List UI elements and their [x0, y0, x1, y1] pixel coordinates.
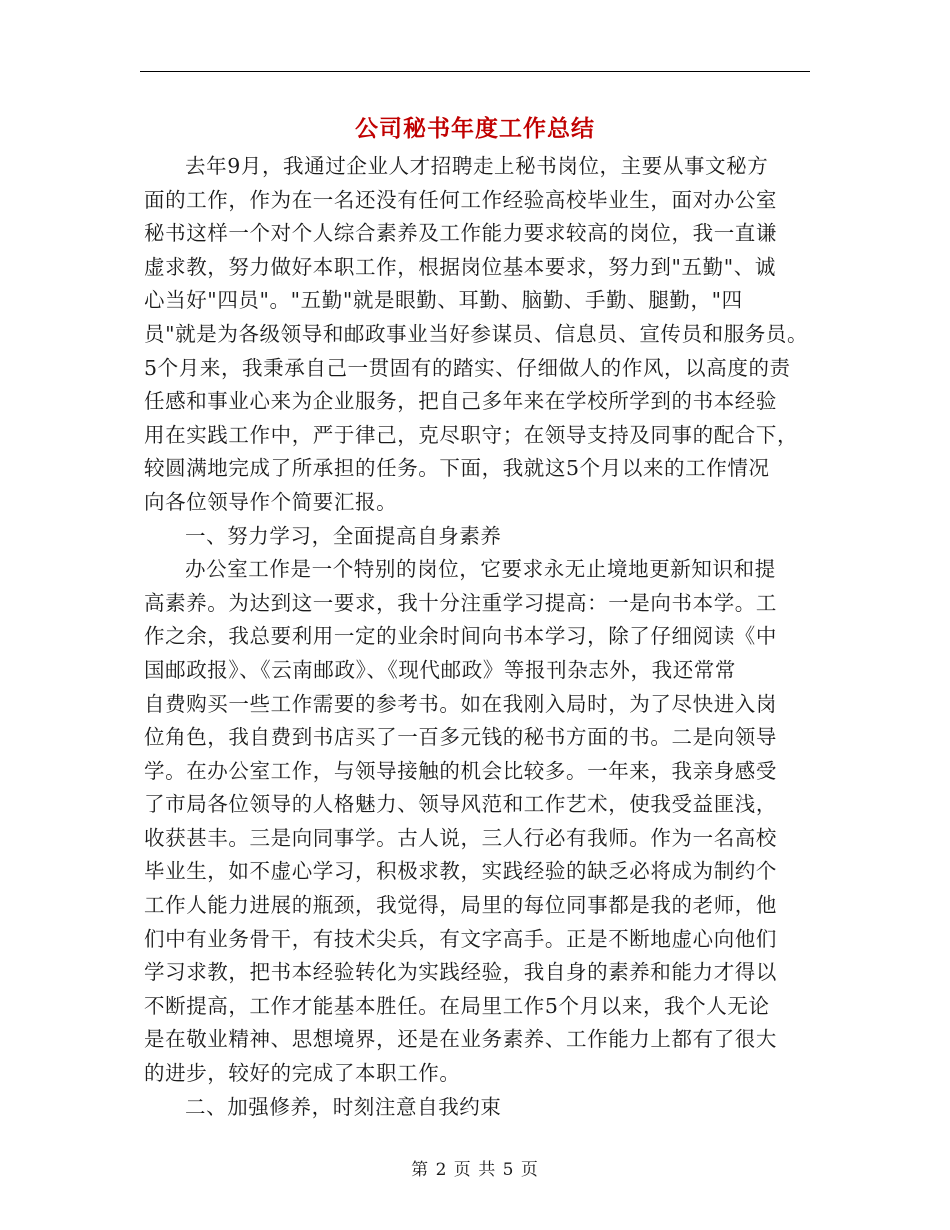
text-line: 学习求教，把书本经验转化为实践经验，我自身的素养和能力才得以	[144, 960, 777, 985]
text-line: 是在敬业精神、思想境界，还是在业务素养、工作能力上都有了很大	[144, 1027, 777, 1052]
text-line: 心当好"四员"。"五勤"就是眼勤、耳勤、脑勤、手勤、腿勤，"四	[144, 288, 743, 313]
text-line: 员"就是为各级领导和邮政事业当好参谋员、信息员、宣传员和服务员。	[144, 321, 809, 346]
text-line: 位角色，我自费到书店买了一百多元钱的秘书方面的书。二是向领导	[144, 725, 777, 750]
text-line: 二、加强修养，时刻注意自我约束	[185, 1094, 502, 1119]
text-line: 国邮政报》、《云南邮政》、《现代邮政》等报刊杂志外，我还常常	[144, 657, 736, 682]
text-line: 任感和事业心来为企业服务，把自己多年来在学校所学到的书本经验	[144, 389, 777, 414]
document-title: 公司秘书年度工作总结	[355, 115, 595, 142]
text-line: 5个月来，我秉承自己一贯固有的踏实、仔细做人的作风，以高度的责	[144, 355, 791, 380]
text-line: 们中有业务骨干，有技术尖兵，有文字高手。正是不断地虚心向他们	[144, 926, 777, 951]
text-line: 面的工作，作为在一名还没有任何工作经验高校毕业生，面对办公室	[144, 187, 777, 212]
text-line: 虚求教，努力做好本职工作，根据岗位基本要求，努力到"五勤"、诚	[144, 254, 776, 279]
text-line: 去年9月，我通过企业人才招聘走上秘书岗位，主要从事文秘方	[185, 154, 769, 178]
text-line: 的进步，较好的完成了本职工作。	[144, 1061, 461, 1086]
text-line: 秘书这样一个对个人综合素养及工作能力要求较高的岗位，我一直谦	[144, 221, 777, 246]
page-footer: 第 2 页 共 5 页	[411, 1160, 539, 1180]
header-rule	[140, 71, 810, 72]
text-line: 学。在办公室工作，与领导接触的机会比较多。一年来，我亲身感受	[144, 758, 777, 783]
text-line: 毕业生，如不虚心学习，积极求教，实践经验的缺乏必将成为制约个	[144, 859, 777, 884]
text-line: 一、努力学习，全面提高自身素养	[185, 523, 502, 548]
text-line: 较圆满地完成了所承担的任务。下面，我就这5个月以来的工作情况	[144, 456, 770, 481]
text-line: 高素养。为达到这一要求，我十分注重学习提高：一是向书本学。工	[144, 590, 777, 615]
text-line: 办公室工作是一个特别的岗位，它要求永无止境地更新知识和提	[185, 557, 776, 582]
text-line: 不断提高，工作才能基本胜任。在局里工作5个月以来，我个人无论	[144, 993, 770, 1018]
text-line: 用在实践工作中，严于律己，克尽职守；在领导支持及同事的配合下，	[144, 422, 799, 447]
text-line: 向各位领导作个简要汇报。	[144, 489, 398, 514]
text-line: 工作人能力进展的瓶颈，我觉得，局里的每位同事都是我的老师，他	[144, 893, 777, 918]
text-line: 自费购买一些工作需要的参考书。如在我刚入局时，为了尽快进入岗	[144, 691, 777, 716]
text-line: 作之余，我总要利用一定的业余时间向书本学习，除了仔细阅读《中	[144, 624, 777, 649]
document-body	[144, 150, 812, 1124]
text-line: 了市局各位领导的人格魅力、领导风范和工作艺术，使我受益匪浅，	[144, 792, 777, 817]
text-line: 收获甚丰。三是向同事学。古人说，三人行必有我师。作为一名高校	[144, 825, 777, 850]
